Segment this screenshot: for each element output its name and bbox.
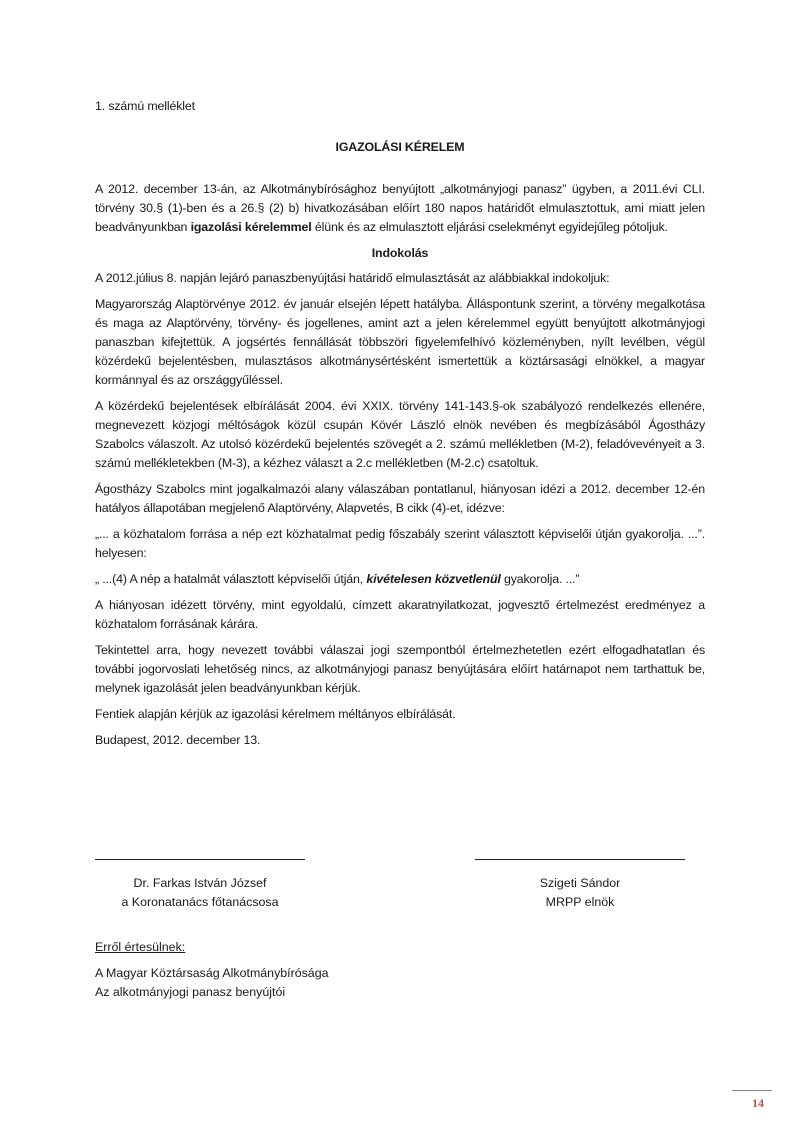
annex-label: 1. számú melléklet: [95, 99, 195, 113]
paragraph: Magyarország Alaptörvénye 2012. év január elsején lépett hatályba. Álláspontunk szerint, a törvény megalkotása és maga az Alaptörvény, törvény- és jogellenes, amint azt a jelen kérelemmel együtt benyújtott alkotmányjogi panaszban kifejtettük. A jogsértés fennállását többszöri figyelemfelhívó közleményben, nyílt levélben, végül közérdekű bejelentésben, mulasztásos alkotmánysértésként ismertettük a köztársasági elnökkel, a magyar kormánnyal és az országgyűléssel.: [95, 297, 705, 387]
document-title: IGAZOLÁSI KÉRELEM: [335, 140, 465, 154]
intro-paragraph: [95, 180, 705, 237]
place-date: Budapest, 2012. december 13.: [95, 733, 261, 747]
quote-text-before: „ ...(4) A nép a hatalmát választott képviselői útján,: [95, 572, 367, 586]
signatory-role: a Koronatanács főtanácsosa: [121, 895, 279, 909]
signatory-name: Dr. Farkas István József: [133, 876, 267, 890]
paragraph: A 2012.július 8. napján lejáró panaszbenyújtási határidő elmulasztását az alábbiakkal indokoljuk:: [95, 271, 610, 285]
intro-text-before: A 2012. december 13-án, az Alkotmánybírósághoz benyújtott „alkotmányjogi panasz” ügyben, a 2011.évi CLI. törvény 30.§ (1)-ben és a 26.§ (2) b) hivatkozásában előírt 180 napos határidőt elmulasztottuk, ami miatt jelen beadványunkban: [95, 182, 705, 234]
paragraph: A hiányosan idézett törvény, mint egyoldalú, címzett akaratnyilatkozat, jogvesztő értelmezést eredményez a közhatalom forrásának kárára.: [95, 598, 705, 631]
signatory-role: MRPP elnök: [545, 895, 615, 909]
signature-line: [475, 859, 685, 860]
paragraph: Tekintettel arra, hogy nevezett további válaszai jogi szempontból értelmezhetetlen ezért elfogadhatatlan és további jogorvoslati lehetőség nincs, az alkotmányjogi panasz benyújtására előírt határnapot nem tarthattuk be, melynek igazolását jelen beadványunkban kérjük.: [95, 643, 705, 695]
intro-bold-text: igazolási kérelemmel: [190, 220, 312, 234]
footer-divider: [732, 1090, 772, 1091]
quote-emphasis: kivételesen közvetlenül: [366, 572, 501, 586]
section-title: Indokolás: [371, 246, 429, 260]
quoted-paragraph: „... a közhatalom forrása a nép ezt közhatalmat pedig főszabály szerint választott képviselői útján gyakorolja. ...”. helyesen:: [95, 527, 705, 560]
signatory-name: Szigeti Sándor: [539, 876, 621, 890]
document-body: [95, 97, 705, 757]
notification-list: [95, 938, 328, 1002]
correct-quote: [95, 570, 705, 589]
notification-title: Erről értesülnek:: [95, 940, 186, 954]
paragraph: Ágostházy Szabolcs mint jogalkalmazói alany válaszában pontatlanul, hiányosan idézi a 2012. december 12-én hatályos állapotában megjelenő Alaptörvény, Alapvetés, B cikk (4)-et, idézve:: [95, 482, 705, 515]
recipient: A Magyar Köztársaság Alkotmánybírósága: [95, 966, 329, 980]
paragraph: A közérdekű bejelentések elbírálását 2004. évi XXIX. törvény 141-143.§-ok szabályozó rendelkezés ellenére, megnevezett közjogi méltóságok közül csupán Kövér László elnök nevében és megbízásából Ágostházy Szabolcs válaszolt. Az utolsó közérdekű bejelentés szövegét a 2. számú mellékletben (M-2), feladóvevényeit a 3. számú mellékletekben (M-3), a kézhez választ a 2.c mellékletben (M-2.c) csatoltuk.: [95, 399, 705, 470]
quote-text-after: gyakorolja. ...”: [500, 572, 580, 586]
signature-right: [475, 845, 685, 912]
signature-line: [95, 859, 305, 860]
signature-left: [95, 845, 305, 912]
intro-text-after: élünk és az elmulasztott eljárási cselekményt egyidejűleg pótoljuk.: [311, 220, 668, 234]
recipient: Az alkotmányjogi panasz benyújtói: [95, 985, 286, 999]
page-number: 14: [752, 1096, 764, 1110]
closing-request: Fentiek alapján kérjük az igazolási kérelmem méltányos elbírálását.: [95, 707, 456, 721]
